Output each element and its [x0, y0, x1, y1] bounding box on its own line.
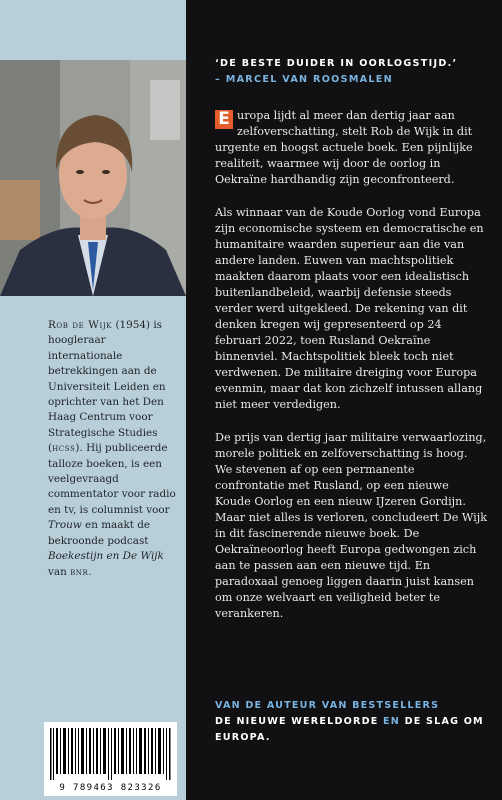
barcode	[44, 722, 177, 796]
promo-conj: EN	[383, 716, 401, 727]
bio-paper: Trouw	[48, 519, 82, 532]
bio-text-1: is hoogleraar internationale betrekkingen aan de Universiteit Leiden en oprichter van het Den Haag Centrum voor Strategische Studies (	[48, 319, 166, 455]
promo-line-2	[215, 714, 487, 746]
barcode-bars	[48, 728, 173, 780]
paragraph-1-text: uropa lijdt al meer dan dertig jaar aan zelfoverschatting, stelt Rob de Wijk in dit urgente en hoogst actuele boek. Een pijnlijke realiteit, waarmee wij door de oorlog in Oekraïne hardhandig zijn geconfronteerd.	[215, 109, 473, 186]
quote-author: – MARCEL VAN ROOSMALEN	[215, 74, 393, 85]
bio-abbr: hcss	[52, 442, 76, 455]
dropcap: E	[215, 110, 233, 129]
bio-text-3: en maakt de bekroonde podcast	[48, 519, 151, 547]
author-name: Rob de Wijk	[48, 319, 113, 331]
bio-broadcaster: bnr	[70, 565, 89, 578]
author-photo	[0, 60, 186, 296]
isbn-number: 9 789463 823326	[59, 783, 162, 793]
author-years: (1954)	[115, 319, 150, 331]
bio-text-4: van	[48, 565, 71, 578]
blurb-paragraph-1	[215, 108, 487, 188]
promo-line-1: VAN DE AUTEUR VAN BESTSELLERS	[215, 700, 440, 711]
promo-title-1: DE NIEUWE WERELDORDE	[215, 716, 379, 727]
bio-podcast: Boekestijn en De Wijk	[48, 550, 164, 563]
author-bio	[48, 318, 180, 580]
review-quote	[215, 56, 485, 88]
bio-text-5: .	[88, 565, 92, 578]
promo-title-2: DE SLAG OM EUROPA.	[215, 716, 484, 743]
bio-text-2: ). Hij publiceerde talloze boeken, is een veelgevraagd commentator voor radio en tv, is columnist voor	[48, 442, 176, 516]
quote-text: ‘DE BESTE DUIDER IN OORLOGSTIJD.’	[215, 58, 458, 69]
promo-text	[215, 698, 487, 746]
blurb-paragraph-3: De prijs van dertig jaar militaire verwaarlozing, morele politiek en zelfoverschatting is hoog. We stevenen af op een permanente confrontatie met Rusland, op een nieuwe Koude Oorlog en een nieuw IJzeren Gordijn. Maar niet alles is verloren, concludeert De Wijk in dit fascinerende nieuwe boek. De Oekraïneoorlog heeft Europa gedwongen zich aan te passen aan een nieuwe tijd. En paradoxaal genoeg liggen daarin juist kansen om onze welvaart en veiligheid beter te verankeren.	[215, 431, 487, 620]
blurb-paragraph-2: Als winnaar van de Koude Oorlog vond Europa zijn economische systeem en democratische en humanitaire waarden superieur aan die van andere landen. Euwen van machtspolitiek maakten daarom plaats voor een idealistisch buitenlandbeleid, waarbij defensie steeds verder werd uitgekleed. De rekening van dit denken kregen wij gepresenteerd op 24 februari 2022, toen Rusland Oekraïne binnenviel. Machtspolitiek bleek toch niet verdwenen. De militaire dreiging voor Europa evenmin, maar dat kon zichzelf intussen allang niet meer verdedigen.	[215, 206, 484, 411]
blurb	[215, 108, 487, 639]
